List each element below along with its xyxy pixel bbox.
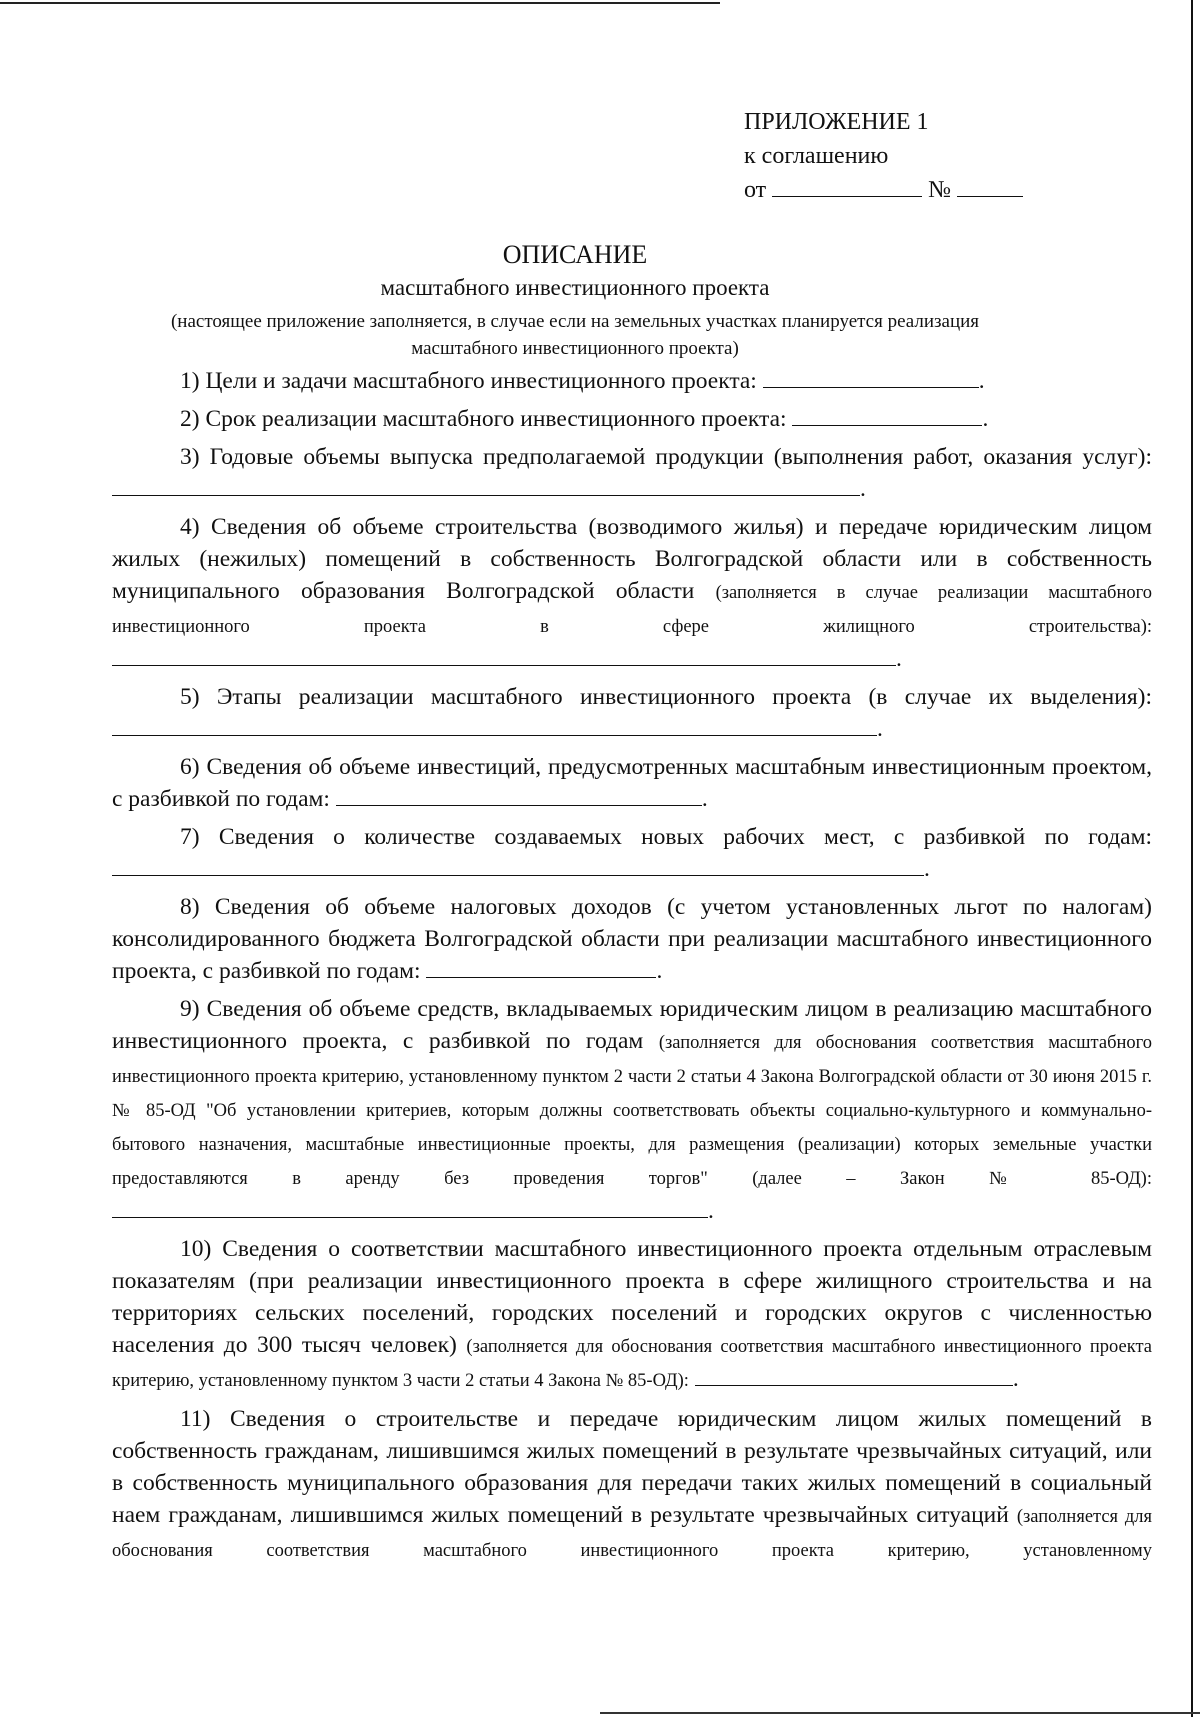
- number-blank-field[interactable]: [957, 176, 1023, 197]
- item-3: 3) Годовые объемы выпуска предполагаемой продукции (выполнения работ, оказания услуг):.: [112, 441, 1152, 505]
- item-4: 4) Сведения об объеме строительства (возводимого жилья) и передаче юридическим лицом жилых (нежилых) помещений в собственность Волгоградской области или в собственность муниципального образования Волгоградской области (заполняется в случае реализации масштабного инвестиционного проекта в сфере жилищного строительства):.: [112, 514, 1152, 672]
- item-5-blank[interactable]: [112, 713, 877, 736]
- item-4-blank[interactable]: [112, 643, 896, 666]
- item-9: 9) Сведения об объеме средств, вкладываемых юридическим лицом в реализацию масштабного инвестиционного проекта, с разбивкой по годам (заполняется для обоснования соответствия масштабного инвестиционного проекта критерию, установленному пунктом 2 части 2 статьи 4 Закона Волгоградской области от 30 июня 2015 г. № 85-ОД "Об установлении критериев, которым должны соответствовать объекты социально-культурного и коммунально-бытового назначения, масштабные инвестиционные проекты, для размещения (реализации) которых земельные участки предоставляются в аренду без проведения торгов" (далее – Закон № 85-ОД): .: [112, 996, 1153, 1224]
- from-label: от: [744, 177, 767, 203]
- item-2-blank[interactable]: [792, 403, 982, 426]
- item-9-blank[interactable]: [112, 1195, 708, 1218]
- item-8: 8) Сведения об объеме налоговых доходов (с учетом установленных льгот по налогам) консолидированного бюджета Волгоградской области при реализации масштабного инвестиционного проекта, с разбивкой по годам: .: [112, 894, 1152, 984]
- item-5: 5) Этапы реализации масштабного инвестиционного проекта (в случае их выделения):.: [112, 681, 1152, 745]
- scan-edge-top: [0, 2, 720, 4]
- item-11: 11) Сведения о строительстве и передаче юридическим лицом жилых помещений в собственность гражданам, лишившимся жилых помещений в результате чрезвычайных ситуаций, или в собственность муниципального образования для передачи таких жилых помещений в социальный наем гражданам, лишившимся жилых помещений в результате чрезвычайных ситуаций (заполняется для обоснования соответствия масштабного инвестиционного проекта критерию, установленному: [112, 1406, 1153, 1561]
- item-7-blank[interactable]: [112, 853, 924, 876]
- number-label: №: [928, 177, 952, 203]
- item-6: 6) Сведения об объеме инвестиций, предусмотренных масштабным инвестиционным проектом, с разбивкой по годам: .: [112, 754, 1152, 812]
- item-3-blank[interactable]: [112, 473, 860, 496]
- agreement-date-number-row: [744, 173, 1104, 207]
- item-7: 7) Сведения о количестве создаваемых новых рабочих мест, с разбивкой по годам: .: [112, 821, 1152, 885]
- item-8-blank[interactable]: [426, 955, 656, 978]
- scan-edge-right: [1191, 0, 1193, 1717]
- item-1: 1) Цели и задачи масштабного инвестиционного проекта: .: [112, 365, 1152, 397]
- agreement-label: к соглашению: [744, 143, 889, 169]
- item-6-blank[interactable]: [336, 783, 702, 806]
- item-10-blank[interactable]: [695, 1363, 1013, 1386]
- document-note: (настоящее приложение заполняется, в случае если на земельных участках планируется реализация масштабного инвестиционного проекта): [170, 311, 980, 359]
- item-10: 10) Сведения о соответствии масштабного инвестиционного проекта отдельным отраслевым показателям (при реализации инвестиционного проекта в сфере жилищного строительства и на территориях сельских поселений, городских поселений и городских округов с численностью населения до 300 тысяч человек) (заполняется для обоснования соответствия масштабного инвестиционного проекта критерию, установленному пунктом 3 части 2 статьи 4 Закона № 85-ОД): .: [112, 1236, 1152, 1392]
- items-list: [112, 365, 1152, 1567]
- date-blank-field[interactable]: [772, 176, 922, 197]
- item-2: 2) Срок реализации масштабного инвестиционного проекта: .: [112, 403, 1152, 435]
- appendix-header: [744, 105, 1104, 207]
- document-title: ОПИСАНИЕ: [502, 240, 648, 269]
- appendix-label: ПРИЛОЖЕНИЕ 1: [744, 109, 929, 135]
- document-subtitle: масштабного инвестиционного проекта: [380, 275, 770, 300]
- scan-edge-bottom: [600, 1712, 1200, 1714]
- item-1-blank[interactable]: [763, 365, 979, 388]
